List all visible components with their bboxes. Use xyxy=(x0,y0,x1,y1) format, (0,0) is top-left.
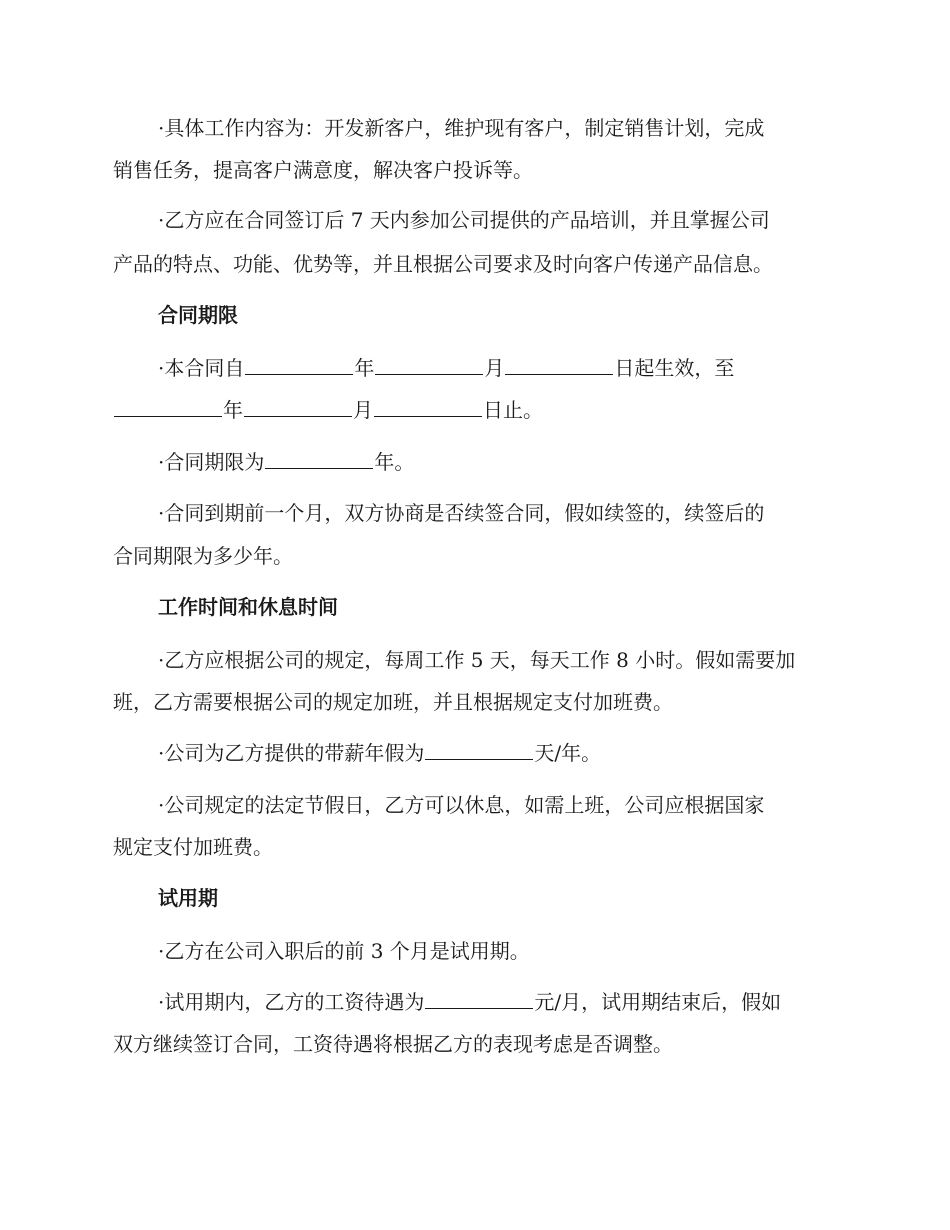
paragraph-job-content-line-2: 销售任务，提高客户满意度，解决客户投诉等。 xyxy=(113,158,533,182)
paragraph-training-line-2: 产品的特点、功能、优势等，并且根据公司要求及时向客户传递产品信息。 xyxy=(113,252,773,276)
paragraph-holidays-line-2: 规定支付加班费。 xyxy=(113,835,273,859)
text: ·合同期限为 xyxy=(158,450,265,474)
paragraph-annual-leave xyxy=(158,739,601,767)
text: 元/月，试用期结束后，假如 xyxy=(534,990,782,1014)
blank-probation-salary xyxy=(425,990,533,1009)
paragraph-renewal-line-1: ·合同到期前一个月，双方协商是否续签合同，假如续签的，续签后的 xyxy=(158,501,765,525)
text: 日止。 xyxy=(483,398,543,422)
text: ·试用期内，乙方的工资待遇为 xyxy=(158,990,425,1014)
text: 年 xyxy=(354,356,375,380)
paragraph-term-length xyxy=(158,448,414,476)
text: 月 xyxy=(484,356,505,380)
paragraph-term-effective-line-1 xyxy=(158,354,734,382)
heading-probation: 试用期 xyxy=(158,886,218,910)
blank-day xyxy=(505,356,613,375)
blank-year xyxy=(245,356,353,375)
paragraph-term-effective-line-2 xyxy=(113,396,543,424)
heading-contract-term: 合同期限 xyxy=(158,303,238,327)
paragraph-work-schedule-line-1: ·乙方应根据公司的规定，每周工作 5 天，每天工作 8 小时。假如需要加 xyxy=(158,648,796,672)
text: ·本合同自 xyxy=(158,356,245,380)
paragraph-probation-salary-line-1 xyxy=(158,988,781,1016)
text: 天/年。 xyxy=(534,741,602,765)
paragraph-training-line-1: ·乙方应在合同签订后 7 天内参加公司提供的产品培训，并且掌握公司 xyxy=(158,208,770,232)
paragraph-probation-salary-line-2: 双方继续签订合同，工资待遇将根据乙方的表现考虑是否调整。 xyxy=(113,1032,673,1056)
blank-leave-days xyxy=(425,741,533,760)
text: 年 xyxy=(223,398,243,422)
heading-work-hours: 工作时间和休息时间 xyxy=(158,595,338,619)
paragraph-work-schedule-line-2: 班，乙方需要根据公司的规定加班，并且根据规定支付加班费。 xyxy=(113,690,673,714)
blank-end-day xyxy=(374,398,482,417)
text: ·公司为乙方提供的带薪年假为 xyxy=(158,741,425,765)
blank-end-month xyxy=(244,398,352,417)
text: 年。 xyxy=(374,450,415,474)
text: 日起生效，至 xyxy=(614,356,735,380)
paragraph-renewal-line-2: 合同期限为多少年。 xyxy=(113,544,293,568)
paragraph-job-content-line-1: ·具体工作内容为：开发新客户，维护现有客户，制定销售计划，完成 xyxy=(158,116,765,140)
blank-end-year xyxy=(114,398,222,417)
blank-month xyxy=(375,356,483,375)
paragraph-holidays-line-1: ·公司规定的法定节假日，乙方可以休息，如需上班，公司应根据国家 xyxy=(158,793,765,817)
paragraph-probation-period: ·乙方在公司入职后的前 3 个月是试用期。 xyxy=(158,939,530,963)
text: 月 xyxy=(353,398,373,422)
blank-term-years xyxy=(265,450,373,469)
